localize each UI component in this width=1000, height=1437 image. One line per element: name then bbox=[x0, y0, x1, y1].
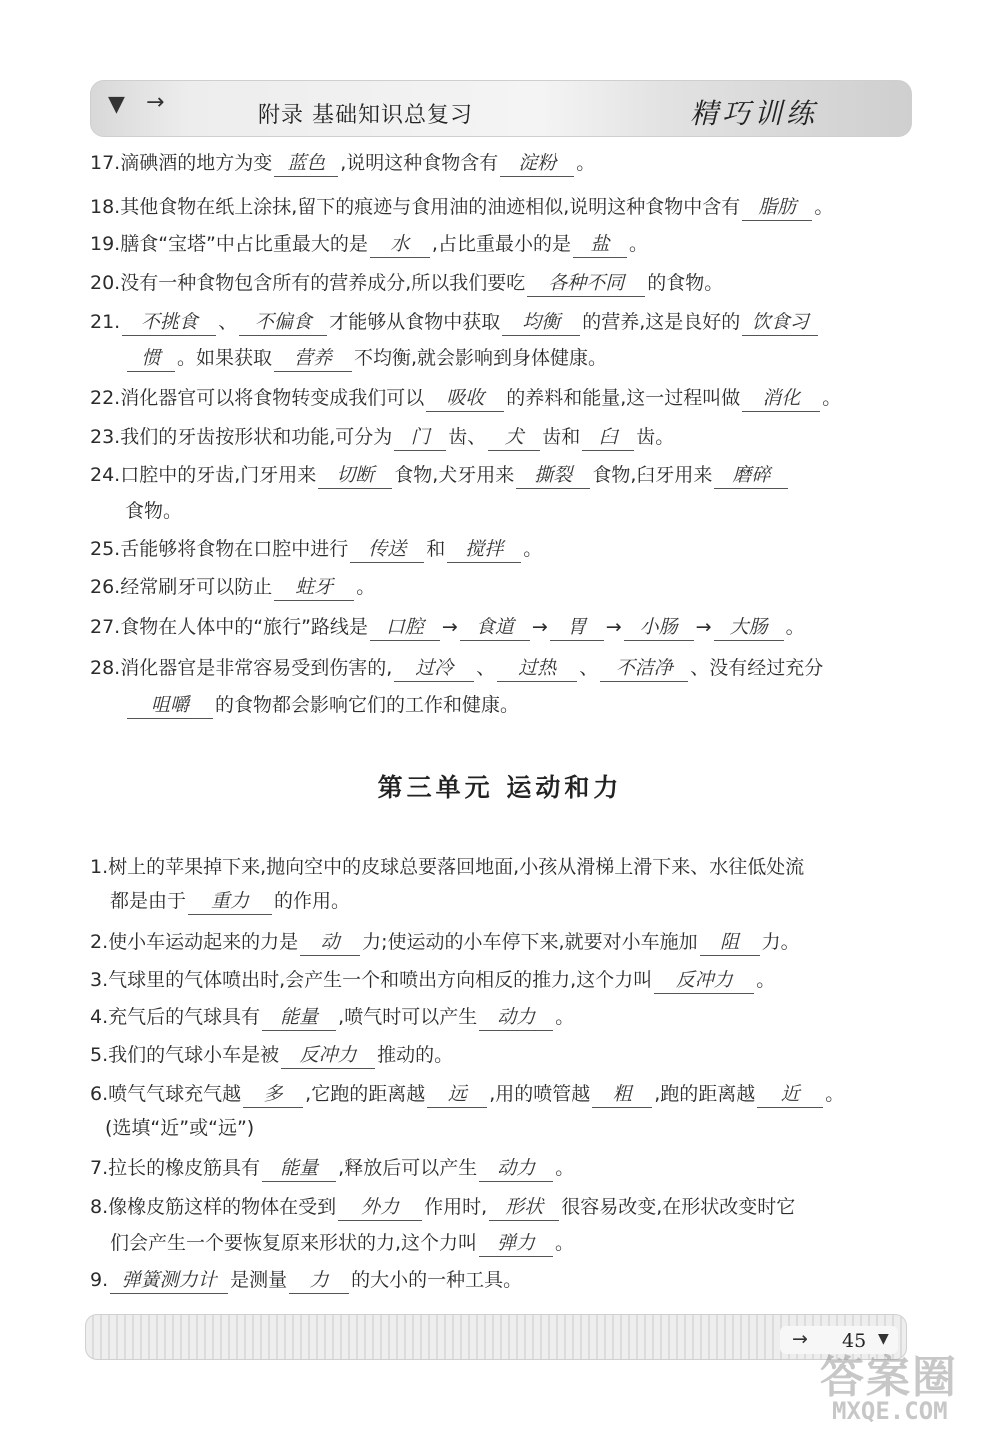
question-24-cont: 食物。 bbox=[125, 500, 183, 522]
answer-blank: 小肠 bbox=[624, 614, 694, 641]
answer-blank: 过热 bbox=[497, 655, 577, 682]
answer-blank: 吸收 bbox=[426, 385, 504, 412]
answer-blank: 门 bbox=[394, 424, 446, 451]
question-21: 21. 不挑食 、 不偏食 才能够从食物中获取 均衡 的营养,这是良好的 饮食习 bbox=[90, 307, 820, 337]
question-u2: 2.使小车运动起来的力是 动 力;使运动的小车停下来,就要对小车施加 阻 力。 bbox=[90, 927, 800, 957]
unit-title: 第三单元 运动和力 bbox=[377, 773, 623, 802]
answer-blank: 反冲力 bbox=[281, 1042, 375, 1069]
answer-blank: 胃 bbox=[550, 614, 604, 641]
answer-blank: 能量 bbox=[262, 1155, 336, 1182]
question-u7: 7.拉长的橡皮筋具有 能量 ,释放后可以产生 动力 。 bbox=[90, 1153, 574, 1183]
answer-blank: 盐 bbox=[573, 231, 627, 258]
question-28: 28.消化器官是非常容易受到伤害的, 过冷 、 过热 、 不洁净 、没有经过充分 bbox=[90, 653, 823, 683]
section-title: 附录 基础知识总复习 bbox=[258, 103, 473, 128]
answer-blank: 切断 bbox=[318, 462, 392, 489]
answer-blank: 外力 bbox=[338, 1194, 422, 1221]
question-u8: 8.像橡皮筋这样的物体在受到 外力 作用时, 形状 很容易改变,在形状改变时它 bbox=[90, 1192, 795, 1222]
watermark bbox=[810, 1335, 996, 1435]
answer-blank: 近 bbox=[757, 1081, 823, 1108]
answer-blank: 重力 bbox=[188, 888, 272, 915]
question-21-cont: 惯 。如果获取 营养 不均衡,就会影响到身体健康。 bbox=[125, 343, 607, 373]
question-23: 23.我们的牙齿按形状和功能,可分为 门 齿、 犬 齿和 臼 齿。 bbox=[90, 422, 674, 452]
answer-blank: 搅拌 bbox=[447, 536, 521, 563]
answer-blank: 动力 bbox=[479, 1155, 553, 1182]
question-u1-cont: 都是由于 重力 的作用。 bbox=[110, 886, 350, 916]
answer-blank: 不偏食 bbox=[239, 309, 327, 336]
answer-blank: 饮食习 bbox=[742, 309, 818, 336]
answer-blank: 犬 bbox=[488, 424, 540, 451]
question-17: 17.滴碘酒的地方为变 蓝色 ,说明这种食物含有 淀粉 。 bbox=[90, 148, 595, 178]
answer-blank: 阻 bbox=[700, 929, 760, 956]
answer-blank: 淀粉 bbox=[500, 150, 574, 177]
question-18: 18.其他食物在纸上涂抹,留下的痕迹与食用油的油迹相似,说明这种食物中含有 脂肪 。 bbox=[90, 192, 833, 222]
watermark-logo-text: 答案圈 bbox=[820, 1352, 958, 1403]
arrow-right-icon: → bbox=[792, 1328, 808, 1350]
question-u5: 5.我们的气球小车是被 反冲力 推动的。 bbox=[90, 1040, 453, 1070]
watermark-url: MXQE.COM bbox=[832, 1397, 948, 1425]
question-u3: 3.气球里的气体喷出时,会产生一个和喷出方向相反的推力,这个力叫 反冲力 。 bbox=[90, 965, 775, 995]
answer-blank: 食道 bbox=[460, 614, 530, 641]
answer-blank: 撕裂 bbox=[516, 462, 590, 489]
answer-blank: 营养 bbox=[274, 345, 352, 372]
answer-blank: 力 bbox=[289, 1267, 349, 1294]
question-26: 26.经常刷牙可以防止 蛀牙 。 bbox=[90, 572, 375, 602]
answer-blank: 口腔 bbox=[370, 614, 440, 641]
question-22: 22.消化器官可以将食物转变成我们可以 吸收 的养料和能量,这一过程叫做 消化 。 bbox=[90, 383, 841, 413]
answer-blank: 消化 bbox=[742, 385, 820, 412]
answer-blank: 臼 bbox=[582, 424, 634, 451]
answer-blank: 形状 bbox=[489, 1194, 559, 1221]
answer-blank: 动 bbox=[300, 929, 360, 956]
answer-blank: 远 bbox=[427, 1081, 487, 1108]
question-28-cont: 咀嚼 的食物都会影响它们的工作和健康。 bbox=[125, 690, 519, 720]
answer-blank: 水 bbox=[370, 231, 430, 258]
answer-blank: 不挑食 bbox=[122, 309, 216, 336]
answer-blank: 蓝色 bbox=[274, 150, 338, 177]
answer-blank: 传送 bbox=[350, 536, 424, 563]
question-24: 24.口腔中的牙齿,门牙用来 切断 食物,犬牙用来 撕裂 食物,臼牙用来 磨碎 bbox=[90, 460, 790, 490]
question-u4: 4.充气后的气球具有 能量 ,喷气时可以产生 动力 。 bbox=[90, 1002, 574, 1032]
answer-blank: 磨碎 bbox=[714, 462, 788, 489]
question-25: 25.舌能够将食物在口腔中进行 传送 和 搅拌 。 bbox=[90, 534, 542, 564]
answer-blank: 咀嚼 bbox=[127, 692, 213, 719]
question-u6: 6.喷气气球充气越 多 ,它跑的距离越 远 ,用的喷管越 粗 ,跑的距离越 近 。 bbox=[90, 1079, 844, 1109]
arrow-right-icon: → bbox=[146, 90, 165, 115]
question-u9: 9. 弹簧测力计 是测量 力 的大小的一种工具。 bbox=[90, 1265, 522, 1295]
question-27: 27.食物在人体中的“旅行”路线是 口腔 → 食道 → 胃 → 小肠 → 大肠 。 bbox=[90, 612, 805, 642]
answer-blank: 弹簧测力计 bbox=[110, 1267, 228, 1294]
answer-blank: 脂肪 bbox=[742, 194, 812, 221]
question-u8-cont: 们会产生一个要恢复原来形状的力,这个力叫 弹力 。 bbox=[110, 1228, 574, 1258]
question-20: 20.没有一种食物包含所有的营养成分,所以我们要吃 各种不同 的食物。 bbox=[90, 268, 723, 298]
page-number: 45 bbox=[842, 1330, 867, 1352]
answer-blank: 蛀牙 bbox=[274, 574, 354, 601]
brand-text: 精巧训练 bbox=[690, 97, 819, 130]
answer-blank: 多 bbox=[243, 1081, 303, 1108]
answer-blank: 弹力 bbox=[479, 1230, 553, 1257]
answer-blank: 动力 bbox=[479, 1004, 553, 1031]
answer-blank: 不洁净 bbox=[600, 655, 688, 682]
answer-blank: 粗 bbox=[592, 1081, 652, 1108]
question-u6-note: (选填“近”或“远”) bbox=[105, 1117, 255, 1139]
answer-blank: 各种不同 bbox=[527, 270, 645, 297]
question-u1: 1.树上的苹果掉下来,抛向空中的皮球总要落回地面,小孩从滑梯上滑下来、水往低处流 bbox=[90, 856, 805, 878]
down-triangle-icon: ▼ bbox=[878, 1331, 889, 1347]
answer-blank: 大肠 bbox=[714, 614, 784, 641]
answer-blank: 均衡 bbox=[502, 309, 580, 336]
answer-blank: 能量 bbox=[262, 1004, 336, 1031]
answer-blank: 惯 bbox=[127, 345, 175, 372]
question-19: 19.膳食“宝塔”中占比重最大的是 水 ,占比重最小的是 盐 。 bbox=[90, 229, 648, 259]
answer-blank: 反冲力 bbox=[654, 967, 754, 994]
answer-blank: 过冷 bbox=[394, 655, 474, 682]
down-triangle-icon: ▼ bbox=[108, 92, 125, 117]
